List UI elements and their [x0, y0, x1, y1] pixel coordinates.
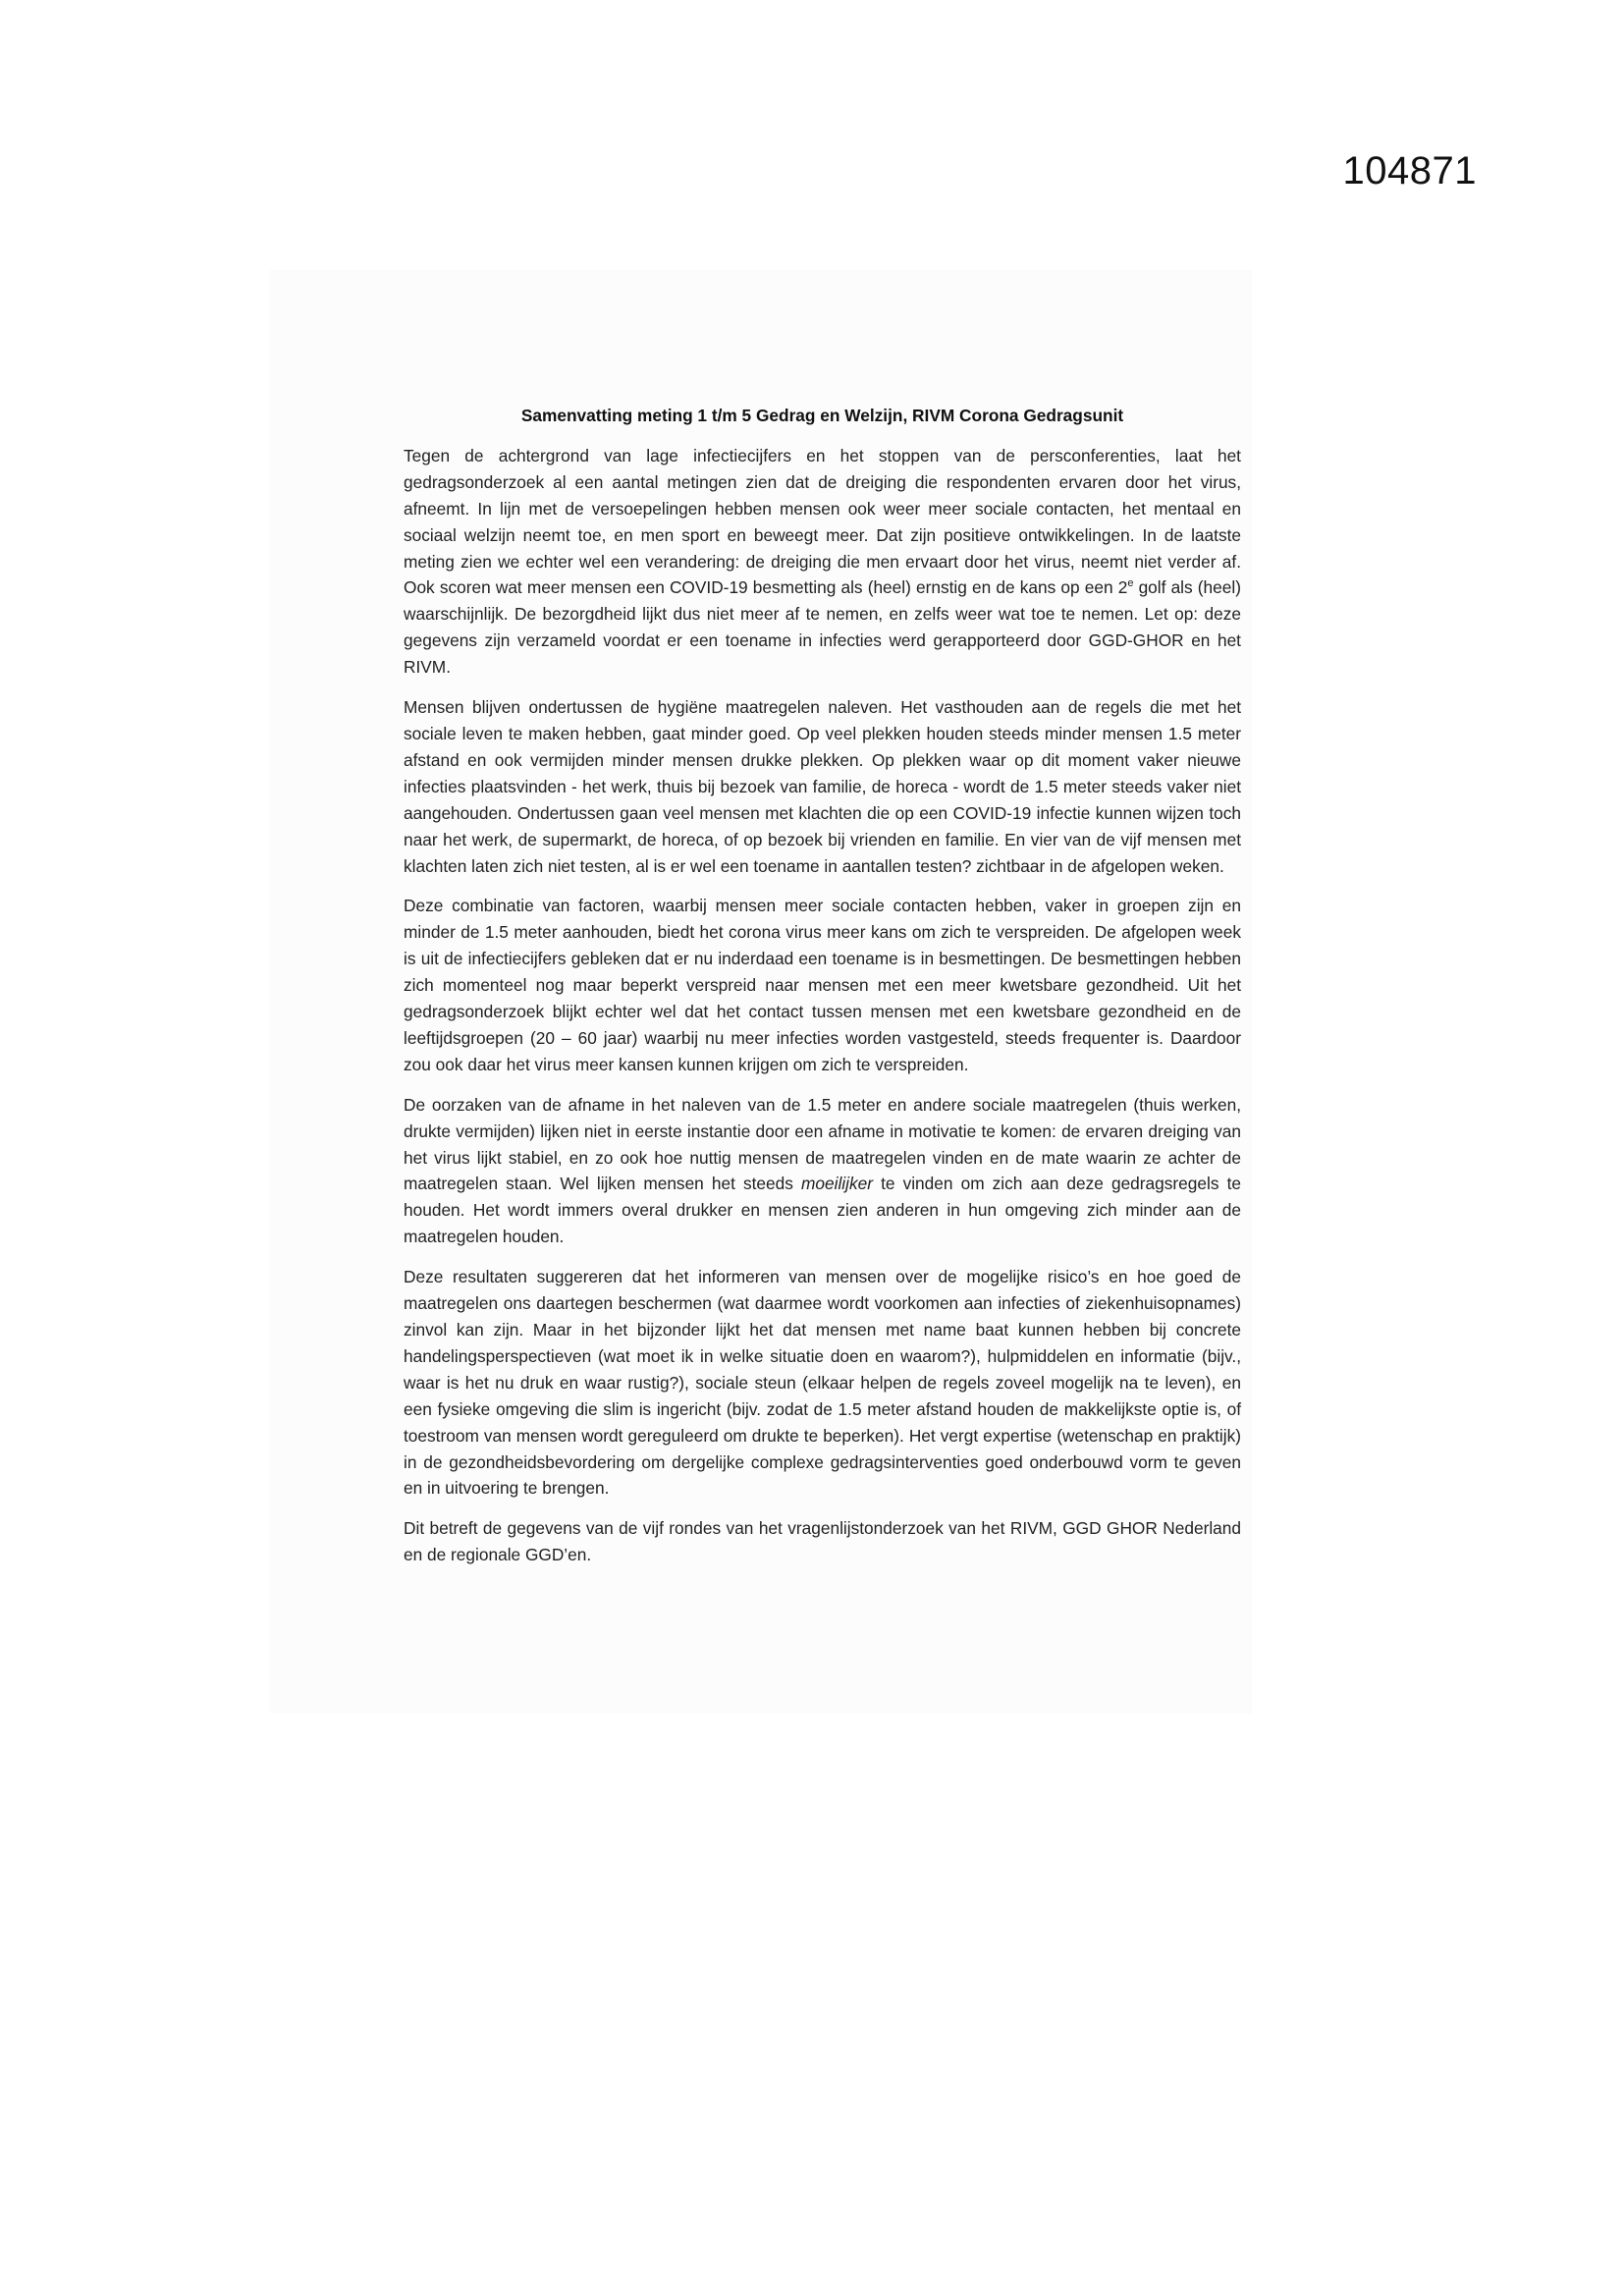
document-title: Samenvatting meting 1 t/m 5 Gedrag en Welzijn, RIVM Corona Gedragsunit — [520, 406, 1124, 425]
paragraph-2: Mensen blijven ondertussen de hygiëne maatregelen naleven. Het vasthouden aan de regels die met het sociale leven te maken hebben, gaat minder goed. Op veel plekken houden steeds minder mensen 1.5 meter afstand en ook vermijden minder mensen drukke plekken. Op plekken waar op dit moment vaker nieuwe infecties plaatsvinden - het werk, thuis bij bezoek van familie, de horeca - wordt de 1.5 meter steeds vaker niet aangehouden. Ondertussen gaan veel mensen met klachten die op een COVID-19 infectie kunnen wijzen toch naar het werk, de supermarkt, de horeca, of op bezoek bij vrienden en familie. En vier van de vijf mensen met klachten laten zich niet testen, al is er wel een toename in aantallen testen? zichtbaar in de afgelopen weken. — [404, 697, 1241, 876]
paragraph-4-text-b: te vinden om zich aan deze gedragsregels te houden. Het wordt immers overal drukker en mensen zien anderen in hun omgeving zich minder aan de maatregelen houden. — [404, 1174, 1241, 1247]
page-number: 104871 — [1342, 149, 1477, 192]
paragraph-1-superscript: e — [1127, 577, 1134, 590]
paragraph-1-text-b: golf als (heel) waarschijnlijk. De bezorgdheid lijkt dus niet meer af te nemen, en zelfs weer wat toe te nemen. Let op: deze gegevens zijn verzameld voordat er een toename in infecties werd gerapporteerd door GGD-GHOR en het RIVM. — [404, 577, 1241, 678]
paragraph-6: Dit betreft de gegevens van de vijf rondes van het vragenlijstonderzoek van het RIVM, GGD GHOR Nederland en de regionale GGD’en. — [404, 1518, 1241, 1565]
paragraph-4 — [404, 1092, 1241, 1250]
paragraph-1-text-a: Tegen de achtergrond van lage infectiecijfers en het stoppen van de persconferenties, laat het gedragsonderzoek al een aantal metingen zien dat de dreiging die respondenten ervaren door het virus, afneemt. In lijn met de versoepelingen hebben mensen ook weer meer sociale contacten, het mentaal en sociaal welzijn neemt toe, en men sport en beweegt meer. Dat zijn positieve ontwikkelingen. In de laatste meting zien we echter wel een verandering: de dreiging die men ervaart door het virus, neemt niet verder af. Ook scoren wat meer mensen een COVID-19 besmetting als (heel) ernstig en de kans op een 2 — [404, 445, 1241, 598]
document-body — [404, 403, 1241, 1582]
paragraph-1 — [404, 443, 1241, 681]
paragraph-4-text-a: De oorzaken van de afname in het naleven van de 1.5 meter en andere sociale maatregelen (thuis werken, drukte vermijden) lijken niet in eerste instantie door een afname in motivatie te komen: de ervaren dreiging van het virus lijkt stabiel, en zo ook hoe nuttig mensen de maatregelen vinden en de mate waarin ze achter de maatregelen staan. Wel lijken mensen het steeds — [404, 1094, 1241, 1194]
paragraph-4-emphasis: moeilijker — [801, 1174, 873, 1194]
paragraph-3: Deze combinatie van factoren, waarbij mensen meer sociale contacten hebben, vaker in groepen zijn en minder de 1.5 meter aanhouden, biedt het corona virus meer kans om zich te verspreiden. De afgelopen week is uit de infectiecijfers gebleken dat er nu inderdaad een toename is in besmettingen. De besmettingen hebben zich momenteel nog maar beperkt verspreid naar mensen met een meer kwetsbare gezondheid. Uit het gedragsonderzoek blijkt echter wel dat het contact tussen mensen met een kwetsbare gezondheid en de leeftijdsgroepen (20 – 60 jaar) waarbij nu meer infecties worden vastgesteld, steeds frequenter is. Daardoor zou ook daar het virus meer kansen kunnen krijgen om zich te verspreiden. — [404, 896, 1241, 1074]
paragraph-5: Deze resultaten suggereren dat het informeren van mensen over de mogelijke risico’s en hoe goed de maatregelen ons daartegen beschermen (wat daarmee wordt voorkomen aan infecties of ziekenhuisopnames) zinvol kan zijn. Maar in het bijzonder lijkt het dat mensen met name baat kunnen hebben bij concrete handelingsperspectieven (wat moet ik in welke situatie doen en waarom?), hulpmiddelen en informatie (bijv., waar is het nu druk en waar rustig?), sociale steun (elkaar helpen de regels zoveel mogelijk na te leven), en een fysieke omgeving die slim is ingericht (bijv. zodat de 1.5 meter afstand houden de makkelijkste optie is, of toestroom van mensen wordt gereguleerd om drukte te beperken). Het vergt expertise (wetenschap en praktijk) in de gezondheidsbevordering om dergelijke complexe gedragsinterventies goed onderbouwd vorm te geven en in uitvoering te brengen. — [404, 1267, 1241, 1499]
